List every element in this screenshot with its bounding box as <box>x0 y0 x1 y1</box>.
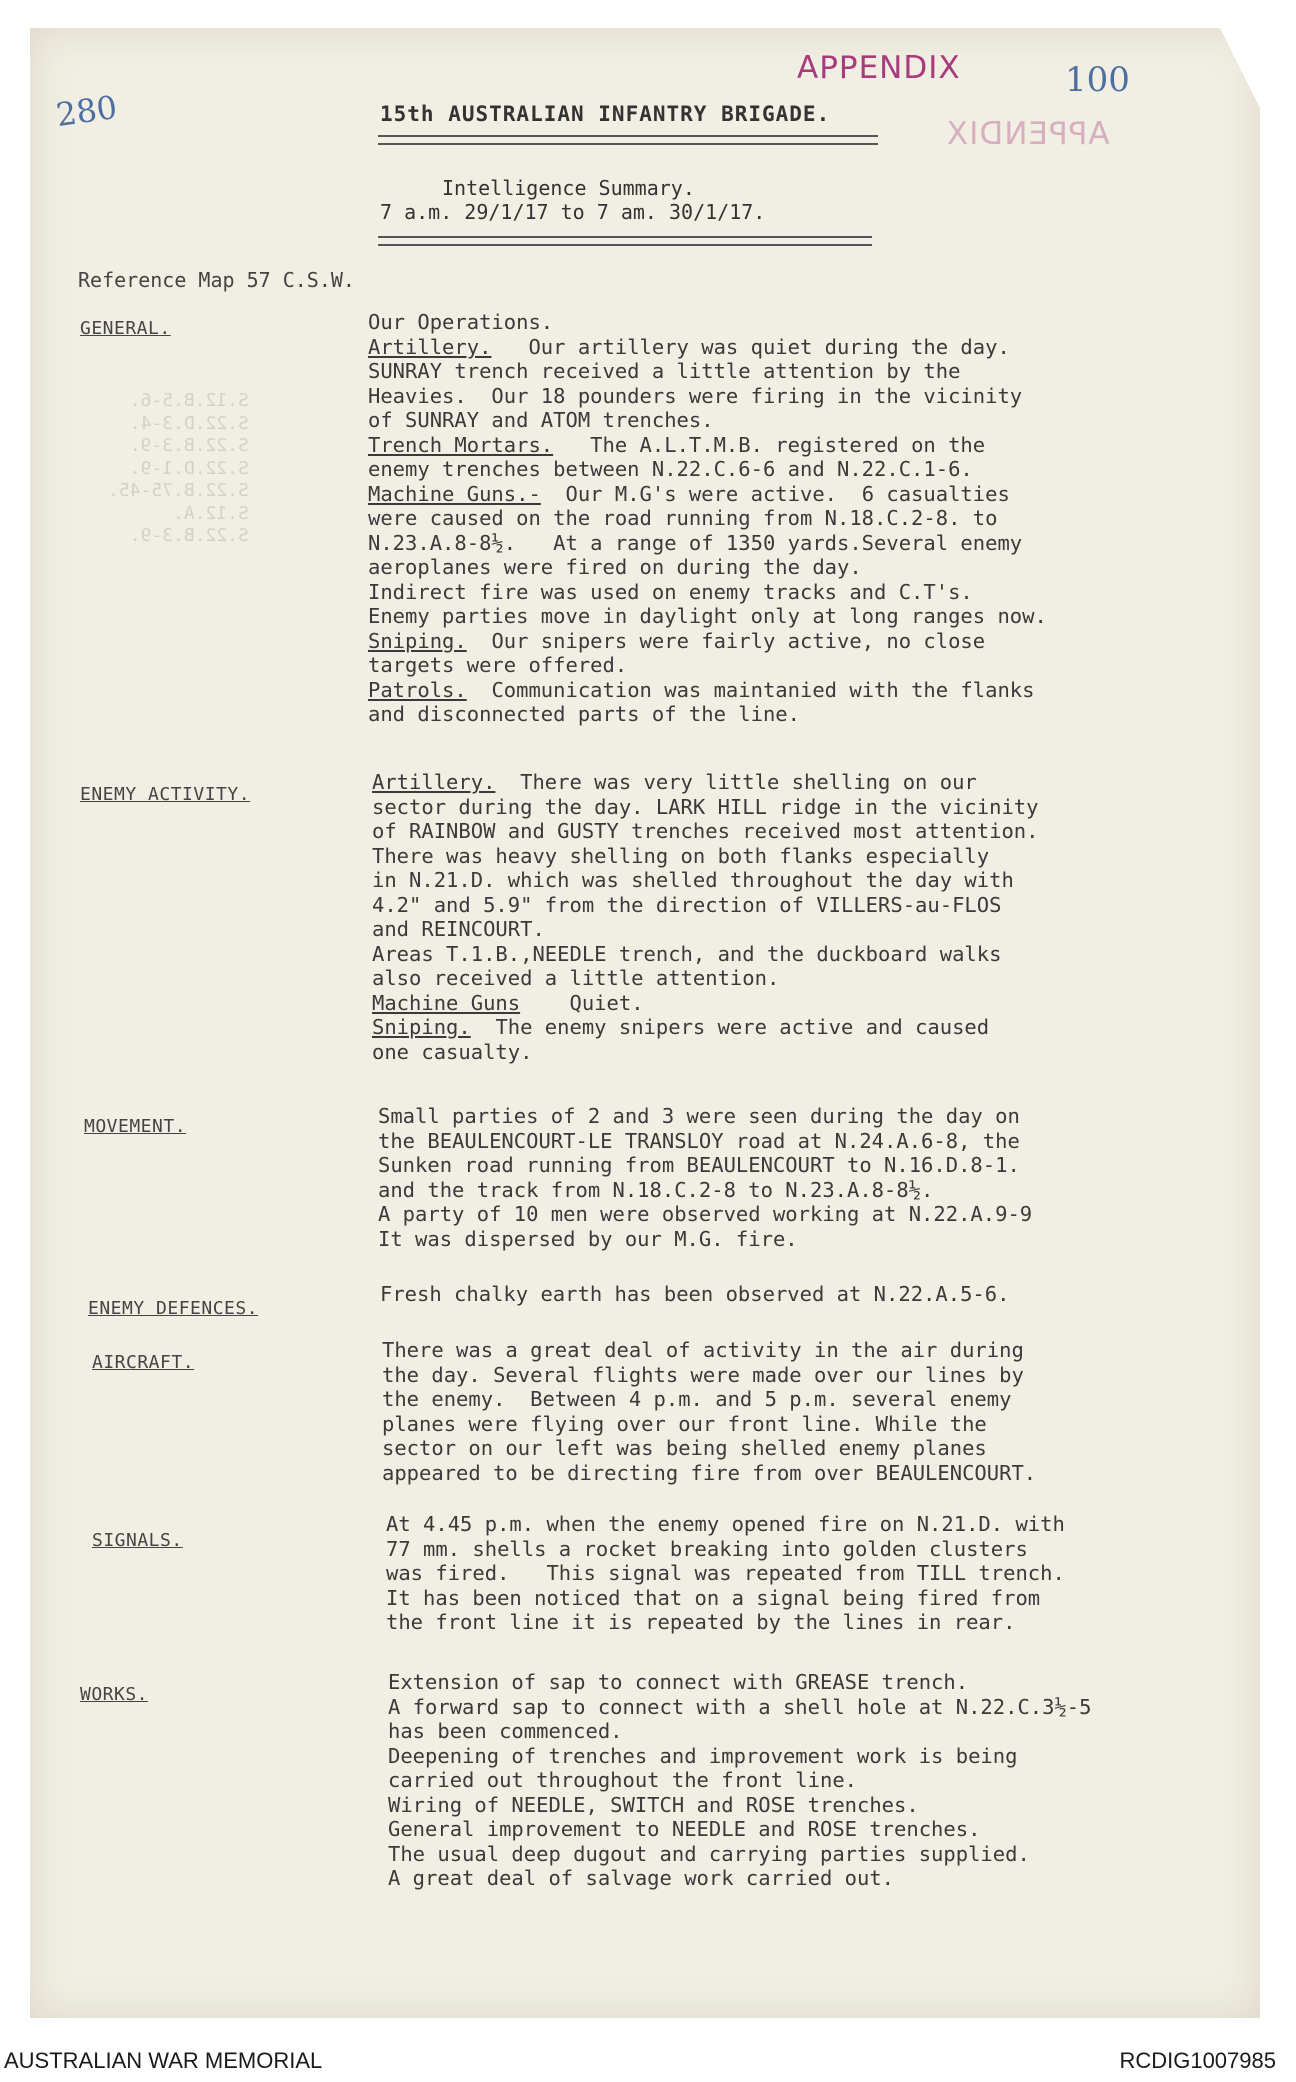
text-line: Our artillery was quiet during the day. <box>528 334 1010 359</box>
text-line: aeroplanes were fired on during the day. <box>368 555 862 579</box>
general-section <box>368 310 1047 727</box>
text-line: Fresh chalky earth has been observed at N.22.A.5-6. <box>380 1282 1010 1306</box>
text-line: A forward sap to connect with a shell hole at N.22.C.3½-5 <box>388 1694 1092 1719</box>
torn-corner <box>1220 28 1260 108</box>
text-line: At 4.45 p.m. when the enemy opened fire on N.21.D. with <box>386 1512 1065 1536</box>
movement-heading: MOVEMENT. <box>84 1116 187 1137</box>
text-line: also received a little attention. <box>372 966 780 990</box>
text-line: The A.L.T.M.B. registered on the <box>590 432 986 457</box>
text-line: Deepening of trenches and improvement work is being <box>388 1743 1018 1768</box>
text-line: There was heavy shelling on both flanks especially <box>372 843 990 868</box>
text-line: were caused on the road running from N.18.C.2-8. to <box>368 506 998 530</box>
text-line: Our M.G's were active. 6 casualties <box>565 481 1010 506</box>
appendix-stamp-mirror: APPENDIX <box>946 116 1110 152</box>
text-line: targets were offered. <box>368 653 628 677</box>
enemy-artillery-label: Artillery. <box>372 770 496 794</box>
general-trench-mortars-label: Trench Mortars. <box>368 432 554 457</box>
text-line: of SUNRAY and ATOM trenches. <box>368 408 714 432</box>
text-line: Areas T.1.B.,NEEDLE trench, and the duckboard walks <box>372 941 1002 966</box>
text-line: General improvement to NEEDLE and ROSE trenches. <box>388 1817 981 1841</box>
text-line: Sunken road running from BEAULENCOURT to N.16.D.8-1. <box>378 1153 1020 1177</box>
text-line: was fired. This signal was repeated from TILL trench. <box>386 1561 1065 1585</box>
text-line: and REINCOURT. <box>372 917 545 941</box>
appendix-stamp: APPENDIX <box>797 50 961 86</box>
text-line: SUNRAY trench received a little attention by the <box>368 359 961 383</box>
text-line: of RAINBOW and GUSTY trenches received most attention. <box>372 819 1039 843</box>
text-line: Small parties of 2 and 3 were seen during the day on <box>378 1104 1020 1128</box>
text-line: A party of 10 men were observed working at N.22.A.9-9 <box>378 1202 1033 1226</box>
enemy-activity-heading: ENEMY ACTIVITY. <box>80 784 251 805</box>
signals-section <box>386 1512 1065 1635</box>
text-line: carried out throughout the front line. <box>388 1768 857 1792</box>
general-sniping-label: Sniping. <box>368 628 467 653</box>
text-line: Heavies. Our 18 pounders were firing in the vicinity <box>368 383 1023 408</box>
enemy-sniping-label: Sniping. <box>372 1015 471 1039</box>
reference-map: Reference Map 57 C.S.W. <box>78 268 355 292</box>
text-line: enemy trenches between N.22.C.6-6 and N.22.C.1-6. <box>368 457 973 481</box>
text-line: Wiring of NEEDLE, SWITCH and ROSE trenches. <box>388 1792 919 1817</box>
text-line: The enemy snipers were active and caused <box>495 1015 990 1039</box>
text-line: the enemy. Between 4 p.m. and 5 p.m. several enemy <box>382 1387 1012 1411</box>
text-line: 77 mm. shells a rocket breaking into golden clusters <box>386 1536 1028 1561</box>
text-line: and disconnected parts of the line. <box>368 702 800 726</box>
summary-title <box>380 176 765 224</box>
text-line: It was dispersed by our M.G. fire. <box>378 1226 798 1251</box>
works-heading: WORKS. <box>80 1684 149 1705</box>
movement-section <box>378 1104 1032 1251</box>
folio-number: 280 <box>53 87 120 135</box>
text-line: 4.2" and 5.9" from the direction of VILLERS-au-FLOS <box>372 892 1002 917</box>
text-line: Quiet. <box>569 990 644 1015</box>
general-title: Our Operations. <box>368 310 554 334</box>
brigade-title: 15th AUSTRALIAN INFANTRY BRIGADE. <box>380 102 831 126</box>
text-line: N.23.A.8-8½. At a range of 1350 yards.Several enemy <box>368 530 1023 555</box>
text-line: Communication was maintanied with the flanks <box>491 677 1035 702</box>
works-section <box>388 1670 1092 1891</box>
text-line: Our snipers were fairly active, no close <box>491 628 986 653</box>
text-line: appeared to be directing fire from over BEAULENCOURT. <box>382 1460 1037 1485</box>
subtitle-underline <box>378 236 872 246</box>
text-line: the front line it is repeated by the lines in rear. <box>386 1610 1016 1634</box>
summary-title-line1: Intelligence Summary. <box>442 176 695 200</box>
general-patrols-label: Patrols. <box>368 677 467 702</box>
summary-title-line2: 7 a.m. 29/1/17 to 7 am. 30/1/17. <box>380 200 766 224</box>
enemy-defences-section <box>380 1282 1009 1307</box>
text-line: has been commenced. <box>388 1719 623 1743</box>
footer-institution: AUSTRALIAN WAR MEMORIAL <box>4 2048 323 2073</box>
text-line: Extension of sap to connect with GREASE trench. <box>388 1670 969 1694</box>
text-line: There was a great deal of activity in the air during <box>382 1338 1024 1362</box>
text-line: Indirect fire was used on enemy tracks and C.T's. <box>368 579 973 604</box>
text-line: sector on our left was being shelled enemy planes <box>382 1436 987 1460</box>
text-line: in N.21.D. which was shelled throughout the day with <box>372 868 1014 892</box>
enemy-mg-label: Machine Guns <box>372 990 521 1015</box>
text-line: the BEAULENCOURT-LE TRANSLOY road at N.24.A.6-8, the <box>378 1128 1020 1153</box>
appendix-number: 100 <box>1065 60 1130 100</box>
general-machine-guns-label: Machine Guns.- <box>368 481 541 506</box>
aircraft-section <box>382 1338 1036 1485</box>
footer-record-id: RCDIG1007985 <box>1119 2048 1276 2073</box>
enemy-defences-heading: ENEMY DEFENCES. <box>88 1298 259 1319</box>
text-line: sector during the day. LARK HILL ridge in the vicinity <box>372 794 1039 819</box>
aircraft-heading: AIRCRAFT. <box>92 1352 195 1373</box>
text-line: the day. Several flights were made over our lines by <box>382 1362 1024 1387</box>
bleed-through-text: S.12.B.5-6. S.22.D.3-4. S.22.B.3-9. S.22.D.1-9. S.22.B.75-45. S.12.A. S.22.B.3-9. <box>108 390 249 546</box>
text-line: one casualty. <box>372 1039 533 1064</box>
text-line: and the track from N.18.C.2-8 to N.23.A.8-8½. <box>378 1177 934 1202</box>
general-heading: GENERAL. <box>80 318 171 339</box>
enemy-activity-section <box>372 770 1038 1064</box>
title-underline <box>378 135 878 145</box>
signals-heading: SIGNALS. <box>92 1530 183 1551</box>
text-line: planes were flying over our front line. While the <box>382 1411 987 1436</box>
text-line: The usual deep dugout and carrying parties supplied. <box>388 1841 1030 1866</box>
text-line: A great deal of salvage work carried out. <box>388 1866 895 1890</box>
text-line: It has been noticed that on a signal being fired from <box>386 1585 1041 1610</box>
text-line: There was very little shelling on our <box>520 770 977 794</box>
text-line: Enemy parties move in daylight only at long ranges now. <box>368 604 1047 628</box>
general-artillery-label: Artillery. <box>368 334 492 359</box>
